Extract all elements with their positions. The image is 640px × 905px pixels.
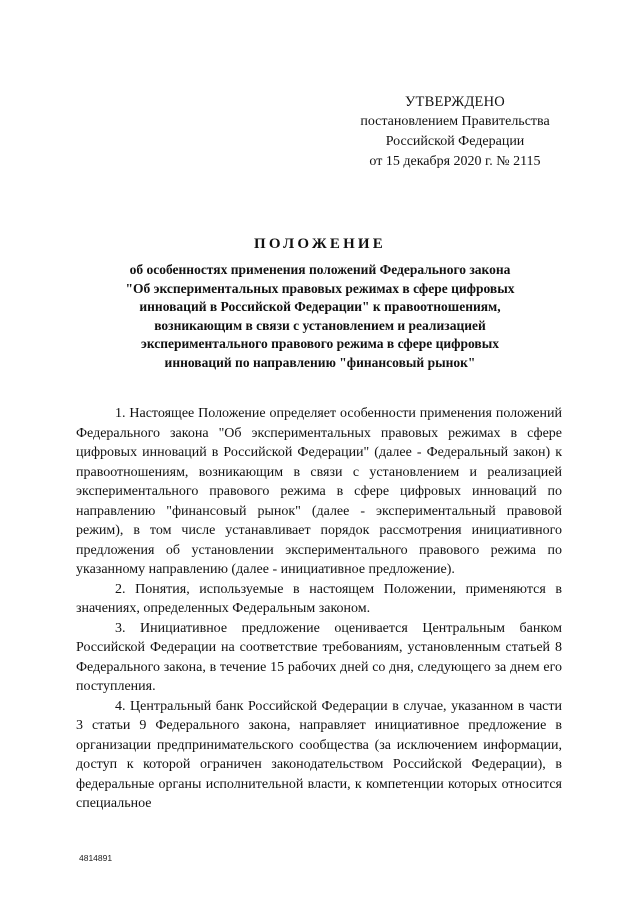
document-heading	[70, 236, 570, 372]
approval-block	[340, 92, 570, 172]
document-subtitle-line: экспериментального правового режима в сфере цифровых	[140, 336, 499, 351]
paragraph-3: 3. Инициативное предложение оценивается Центральным банком Российской Федерации на соответствие требованиям, установленным статьей 8 Федерального закона, в течение 15 рабочих дней со дня, следующего за днем его поступления.	[76, 620, 562, 694]
document-id-number: 4814891	[79, 853, 113, 863]
document-body	[76, 404, 562, 814]
paragraph-1: 1. Настоящее Положение определяет особенности применения положений Федерального закона "Об экспериментальных правовых режимах в сфере цифровых инноваций в Российской Федерации" (далее - Федеральный закон) к правоотношениям, возникающим в связи с установлением и реализацией экспериментального правового режима в сфере цифровых инноваций по направлению "финансовый рынок" (далее - экспериментальный правовой режим), в том числе устанавливает порядок рассмотрения инициативного предложения об установлении экспериментального правового режима по указанному направлению (далее - инициативное предложение).	[76, 406, 562, 577]
paragraph-2: 2. Понятия, используемые в настоящем Положении, применяются в значениях, определенных Федеральным законом.	[76, 581, 562, 616]
document-subtitle-line: инноваций по направлению "финансовый рынок"	[164, 354, 476, 370]
approval-title: УТВЕРЖДЕНО	[405, 94, 505, 110]
document-subtitle-line: возникающим в связи с установлением и реализацией	[154, 317, 486, 333]
paragraph-4: 4. Центральный банк Российской Федерации в случае, указанном в части 3 статьи 9 Федерального закона, направляет инициативное предложение в организации предпринимательского сообщества (за исключением информации, доступ к которой ограничен законодательством Российской Федерации), в федеральные органы исполнительной власти, к компетенции которых относится специальное	[76, 698, 562, 811]
approval-date-number: от 15 декабря 2020 г. № 2115	[369, 154, 541, 169]
document-subtitle-line: об особенностях применения положений Федерального закона	[129, 262, 511, 277]
document-subtitle-line: инноваций в Российской Федерации" к правоотношениям,	[139, 299, 501, 314]
approval-line: постановлением Правительства	[360, 114, 550, 129]
document-subtitle-line: "Об экспериментальных правовых режимах в сфере цифровых	[125, 280, 515, 296]
approval-line: Российской Федерации	[385, 134, 525, 149]
document-title: ПОЛОЖЕНИЕ	[253, 236, 387, 252]
